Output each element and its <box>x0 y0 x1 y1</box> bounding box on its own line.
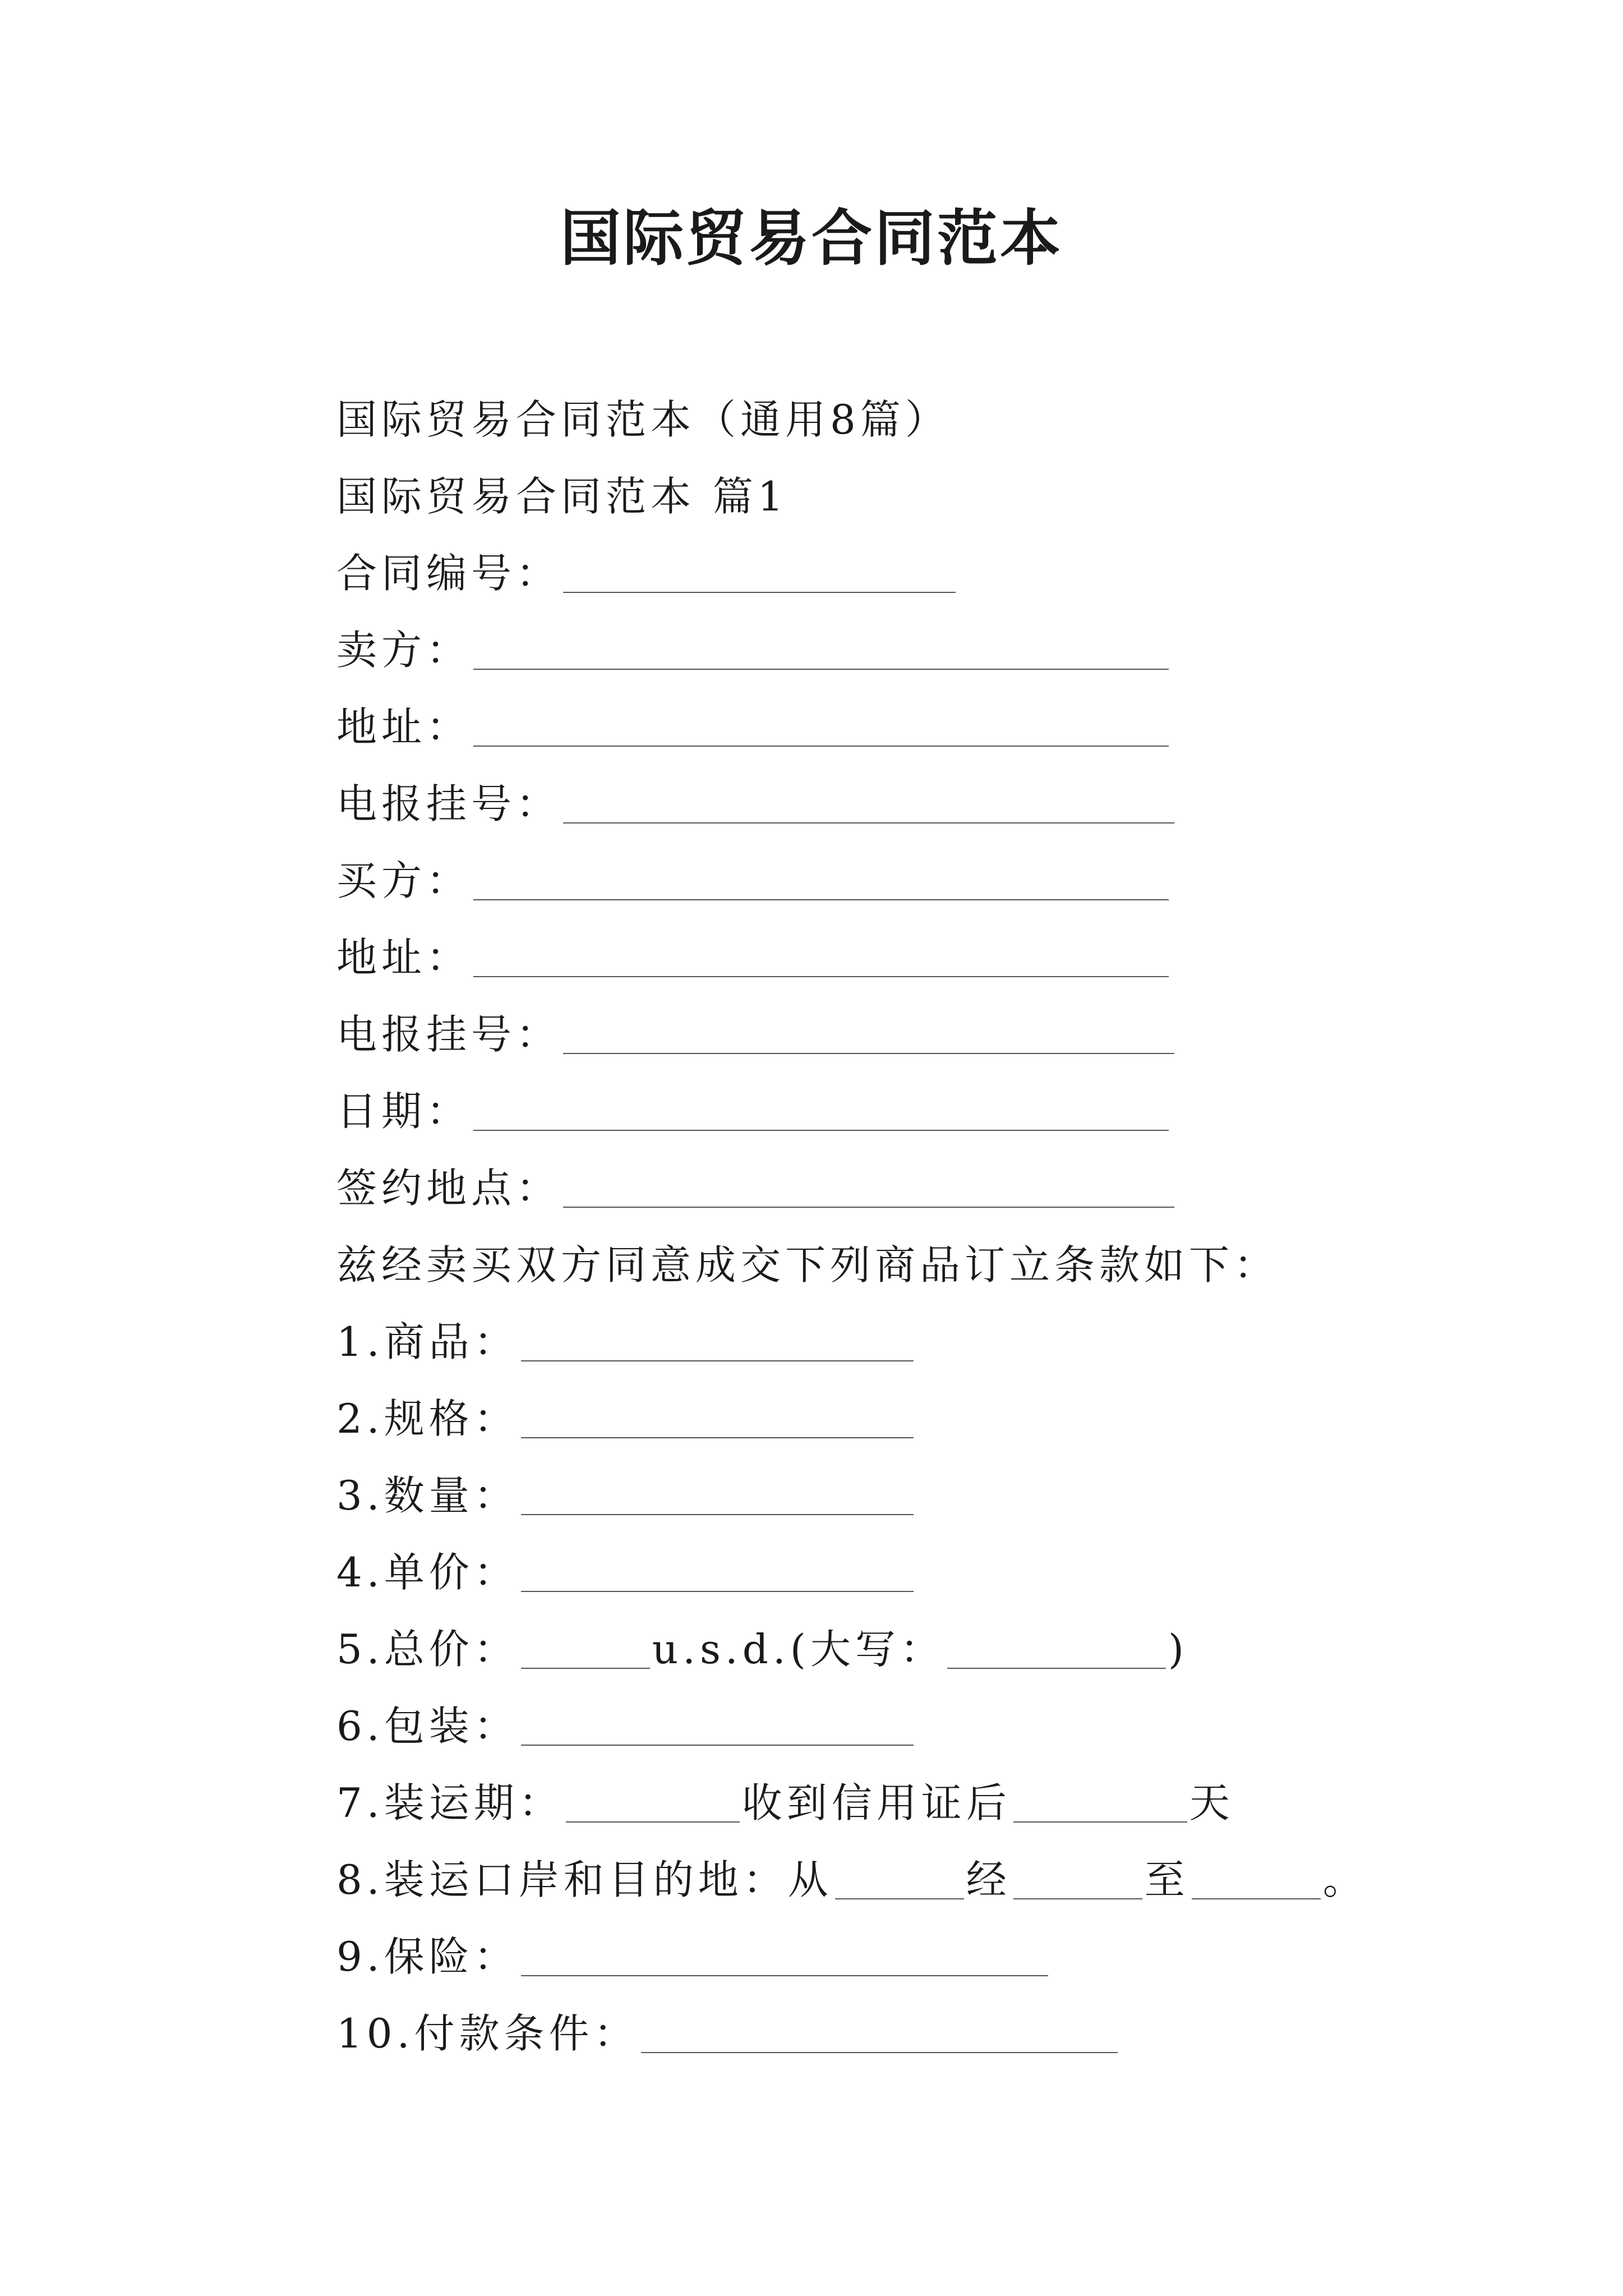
sign-place-line <box>336 1150 1514 1227</box>
item-total-price-words-blank[interactable] <box>947 1628 1166 1669</box>
item-commodity-label: 1.商品： <box>336 1318 519 1365</box>
item-ports-end: 。 <box>1322 1856 1368 1903</box>
item-quantity-blank[interactable] <box>521 1475 914 1515</box>
item-spec-line <box>336 1381 1514 1457</box>
intro-line <box>336 1227 1514 1304</box>
item-unit-price-label: 4.单价： <box>336 1549 519 1596</box>
item-packing-label: 6.包装： <box>336 1703 519 1750</box>
item-packing-line <box>336 1688 1514 1765</box>
item-quantity-line <box>336 1457 1514 1534</box>
section-heading: 国际贸易合同范本 篇1 <box>336 473 788 520</box>
seller-address-blank[interactable] <box>473 706 1169 747</box>
seller-label: 卖方： <box>336 627 472 674</box>
item-shipment-blank[interactable] <box>566 1782 740 1823</box>
item-payment-line <box>336 1995 1514 2072</box>
item-insurance-label: 9.保险： <box>336 1933 519 1980</box>
buyer-cable-blank[interactable] <box>563 1014 1174 1054</box>
seller-address-line <box>336 689 1514 766</box>
item-payment-label: 10.付款条件： <box>336 2010 639 2057</box>
item-packing-blank[interactable] <box>521 1705 914 1746</box>
buyer-label: 买方： <box>336 857 472 904</box>
item-total-price-line <box>336 1611 1514 1688</box>
item-insurance-line <box>336 1918 1514 1995</box>
date-label: 日期： <box>336 1088 472 1135</box>
item-ports-label: 8.装运口岸和目的地：从 <box>336 1856 833 1903</box>
item-shipment-label: 7.装运期： <box>336 1779 564 1826</box>
sign-place-label: 签约地点： <box>336 1165 561 1212</box>
item-spec-label: 2.规格： <box>336 1395 519 1442</box>
item-total-price-label: 5.总价： <box>336 1626 519 1673</box>
item-unit-price-line <box>336 1534 1514 1611</box>
seller-cable-label: 电报挂号： <box>336 780 561 827</box>
seller-address-label: 地址： <box>336 703 472 751</box>
seller-blank[interactable] <box>473 629 1169 670</box>
section-heading-line <box>336 458 1514 535</box>
item-ports-to: 至 <box>1144 1856 1189 1903</box>
contract-number-label: 合同编号： <box>336 550 561 597</box>
buyer-address-line <box>336 919 1514 996</box>
item-ports-via: 经 <box>966 1856 1011 1903</box>
item-shipment-mid: 收到信用证后 <box>741 1779 1011 1826</box>
buyer-cable-label: 电报挂号： <box>336 1011 561 1058</box>
document-title: 国际贸易合同范本 <box>560 203 1063 274</box>
subtitle: 国际贸易合同范本（通用8篇） <box>336 396 950 443</box>
item-commodity-line <box>336 1304 1514 1381</box>
buyer-line <box>336 843 1514 919</box>
intro-text: 兹经卖买双方同意成交下列商品订立条款如下： <box>336 1241 1279 1289</box>
buyer-address-label: 地址： <box>336 934 472 981</box>
contract-number-line <box>336 535 1514 612</box>
contract-number-blank[interactable] <box>563 553 956 593</box>
seller-line <box>336 612 1514 689</box>
item-insurance-blank[interactable] <box>521 1936 1048 1976</box>
item-shipment-days-blank[interactable] <box>1013 1782 1187 1823</box>
item-payment-blank[interactable] <box>641 2013 1118 2053</box>
item-shipment-line <box>336 1765 1514 1842</box>
buyer-address-blank[interactable] <box>473 937 1169 977</box>
seller-cable-blank[interactable] <box>563 783 1174 823</box>
seller-cable-line <box>336 766 1514 843</box>
item-ports-from-blank[interactable] <box>835 1859 964 1899</box>
contract-body <box>336 381 1514 2072</box>
date-line <box>336 1073 1514 1150</box>
sign-place-blank[interactable] <box>563 1167 1174 1208</box>
item-quantity-label: 3.数量： <box>336 1472 519 1519</box>
buyer-blank[interactable] <box>473 860 1169 900</box>
item-ports-via-blank[interactable] <box>1013 1859 1142 1899</box>
buyer-cable-line <box>336 996 1514 1073</box>
item-ports-to-blank[interactable] <box>1192 1859 1321 1899</box>
item-spec-blank[interactable] <box>521 1398 914 1438</box>
item-total-price-close: ) <box>1168 1626 1188 1673</box>
item-ports-line <box>336 1842 1514 1918</box>
item-shipment-end: 天 <box>1189 1779 1234 1826</box>
date-blank[interactable] <box>473 1091 1169 1131</box>
subtitle-line <box>336 381 1514 458</box>
item-total-price-currency: u.s.d.(大写： <box>652 1626 945 1673</box>
item-total-price-blank[interactable] <box>521 1628 650 1669</box>
item-commodity-blank[interactable] <box>521 1321 914 1361</box>
item-unit-price-blank[interactable] <box>521 1552 914 1592</box>
